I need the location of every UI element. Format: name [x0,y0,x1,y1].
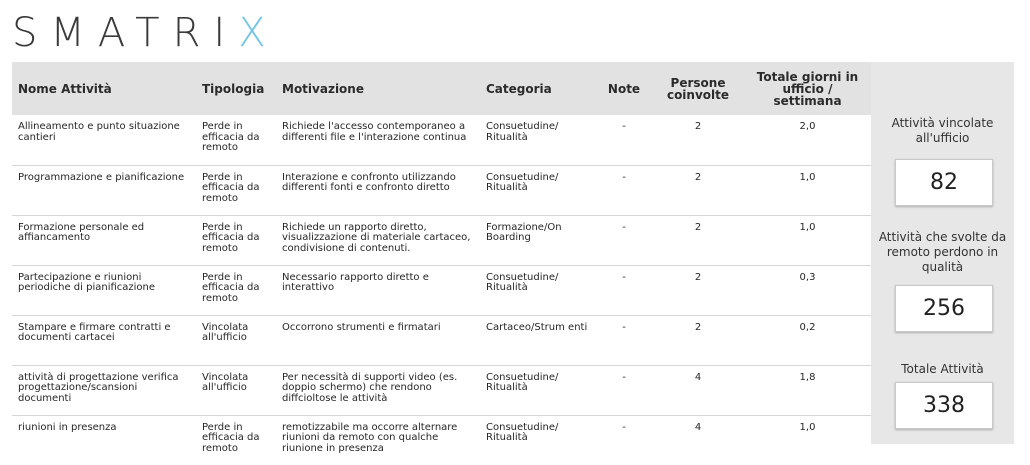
cell-nome-attivita [12,115,196,165]
table-row[interactable] [12,115,871,165]
smatrix-logo [12,10,279,56]
cell-tipologia [196,215,276,265]
cell-nome-attivita-text: Formazione personale ed affiancamento [18,221,145,243]
stats-sidebar [871,62,1014,444]
cell-motivazione [276,315,480,365]
table-row[interactable] [12,315,871,365]
cell-totale-giorni [744,415,871,465]
cell-persone-coinvolte-text: 4 [694,421,702,433]
cell-nome-attivita [12,265,196,315]
cell-note [596,265,652,315]
cell-nome-attivita-text: attività di progettazione verifica progettazione/scansioni documenti [18,371,179,404]
cell-categoria [480,415,596,465]
cell-persone-coinvolte [652,365,744,415]
stat-label-totale: Totale Attività [901,362,984,376]
cell-note-text: - [622,371,626,383]
logo-text: SMATRI [12,10,239,56]
cell-nome-attivita [12,415,196,465]
cell-categoria-text: Consuetudine/ Ritualità [486,171,559,193]
cell-tipologia-text: Perde in efficacia da remoto [202,171,260,204]
stat-value-totale: 338 [895,382,993,429]
cell-motivazione [276,365,480,415]
cell-note [596,215,652,265]
cell-totale-giorni-text: 0,2 [799,321,816,333]
cell-note-text: - [622,421,626,433]
table-row[interactable] [12,165,871,215]
cell-totale-giorni [744,215,871,265]
cell-persone-coinvolte [652,215,744,265]
header-nome-attivita[interactable]: Nome Attività [18,81,112,96]
cell-motivazione-text: remotizzabile ma occorre alternare riunioni da remoto con qualche riunione in presenza [282,421,458,454]
cell-tipologia-text: Vincolata all'ufficio [202,371,249,393]
cell-note [596,165,652,215]
cell-tipologia-text: Perde in efficacia da remoto [202,271,260,304]
header-persone-coinvolte[interactable]: Persone coinvolte [666,75,730,102]
cell-persone-coinvolte-text: 2 [694,321,702,333]
header-motivazione[interactable]: Motivazione [282,81,364,96]
cell-totale-giorni [744,315,871,365]
cell-motivazione [276,265,480,315]
cell-tipologia-text: Perde in efficacia da remoto [202,221,260,254]
cell-persone-coinvolte [652,115,744,165]
cell-motivazione [276,215,480,265]
cell-totale-giorni [744,265,871,315]
table-row[interactable] [12,415,871,465]
stat-value-vincolate: 82 [895,159,993,206]
cell-totale-giorni-text: 2,0 [799,121,816,132]
cell-motivazione-text: Interazione e confronto utilizzando differenti fonti e confronto diretto [282,171,456,193]
table-header-row [12,62,871,115]
cell-categoria-text: Consuetudine/ Ritualità [486,421,559,443]
cell-persone-coinvolte [652,315,744,365]
cell-totale-giorni [744,165,871,215]
cell-persone-coinvolte-text: 2 [694,121,702,132]
cell-totale-giorni-text: 0,3 [799,271,816,283]
cell-persone-coinvolte-text: 2 [694,221,702,233]
cell-tipologia-text: Perde in efficacia da remoto [202,421,260,454]
cell-note-text: - [622,171,626,183]
cell-nome-attivita [12,215,196,265]
cell-motivazione [276,165,480,215]
cell-categoria-text: Consuetudine/ Ritualità [486,121,559,143]
cell-totale-giorni-text: 1,0 [799,221,816,233]
cell-persone-coinvolte-text: 4 [694,371,702,383]
table-row[interactable] [12,365,871,415]
stat-value-perdono-qualita: 256 [895,285,993,332]
header-note[interactable]: Note [607,81,641,96]
cell-nome-attivita [12,165,196,215]
cell-motivazione [276,115,480,165]
cell-note-text: - [622,121,626,132]
cell-categoria-text: Cartaceo/Strum enti [486,321,588,333]
cell-categoria [480,165,596,215]
cell-tipologia [196,315,276,365]
cell-totale-giorni-text: 1,0 [799,421,816,433]
cell-tipologia [196,115,276,165]
cell-motivazione-text: Necessario rapporto diretto e interattivo [282,271,429,293]
cell-persone-coinvolte-text: 2 [694,271,702,283]
header-categoria[interactable]: Categoria [486,81,552,96]
cell-motivazione-text: Richiede un rapporto diretto, visualizzazione di materiale cartaceo, condivisione di contenuti. [282,221,471,254]
cell-nome-attivita [12,315,196,365]
cell-totale-giorni [744,365,871,415]
cell-persone-coinvolte [652,265,744,315]
header-tipologia[interactable]: Tipologia [202,81,265,96]
cell-motivazione-text: Richiede l'accesso contemporaneo a differenti file e l'interazione continua [282,121,467,143]
cell-totale-giorni [744,115,871,165]
cell-tipologia [196,265,276,315]
cell-motivazione-text: Occorrono strumenti e firmatari [282,321,441,333]
cell-categoria-text: Consuetudine/ Ritualità [486,271,559,293]
cell-categoria [480,315,596,365]
cell-persone-coinvolte [652,165,744,215]
cell-motivazione [276,415,480,465]
cell-nome-attivita-text: Programmazione e pianificazione [18,171,185,183]
table-row[interactable] [12,215,871,265]
cell-note [596,415,652,465]
cell-note-text: - [622,271,626,283]
stat-label-perdono-qualita: Attività che svolte da remoto perdono in qualità [878,230,1007,274]
cell-categoria-text: Formazione/On Boarding [486,221,562,243]
cell-note-text: - [622,321,626,333]
cell-note [596,115,652,165]
cell-nome-attivita [12,365,196,415]
cell-persone-coinvolte [652,415,744,465]
cell-categoria [480,215,596,265]
cell-motivazione-text: Per necessità di supporti video (es. doppio schermo) che rendono diffcioltose le attività [282,371,458,404]
cell-nome-attivita-text: riunioni in presenza [18,421,117,433]
cell-tipologia [196,365,276,415]
stat-label-vincolate: Attività vincolate all'ufficio [891,116,994,145]
cell-nome-attivita-text: Stampare e firmare contratti e documenti cartacei [18,321,171,343]
cell-categoria [480,115,596,165]
cell-categoria [480,365,596,415]
cell-tipologia-text: Perde in efficacia da remoto [202,121,260,153]
cell-nome-attivita-text: Partecipazione e riunioni periodiche di pianificazione [18,271,156,293]
header-totale-giorni[interactable]: Totale giorni in ufficio / settimana [756,69,859,108]
cell-tipologia [196,415,276,465]
table-row[interactable] [12,265,871,315]
cell-persone-coinvolte-text: 2 [694,171,702,183]
cell-note-text: - [622,221,626,233]
cell-totale-giorni-text: 1,8 [799,371,816,383]
cell-note [596,315,652,365]
logo-accent-letter: X [238,10,279,56]
cell-tipologia [196,165,276,215]
cell-tipologia-text: Vincolata all'ufficio [202,321,249,343]
cell-categoria-text: Consuetudine/ Ritualità [486,371,559,393]
cell-totale-giorni-text: 1,0 [799,171,816,183]
cell-note [596,365,652,415]
cell-categoria [480,265,596,315]
cell-nome-attivita-text: Allineamento e punto situazione cantieri [18,121,180,143]
activities-table [12,62,871,465]
activities-table-container[interactable] [12,62,871,454]
